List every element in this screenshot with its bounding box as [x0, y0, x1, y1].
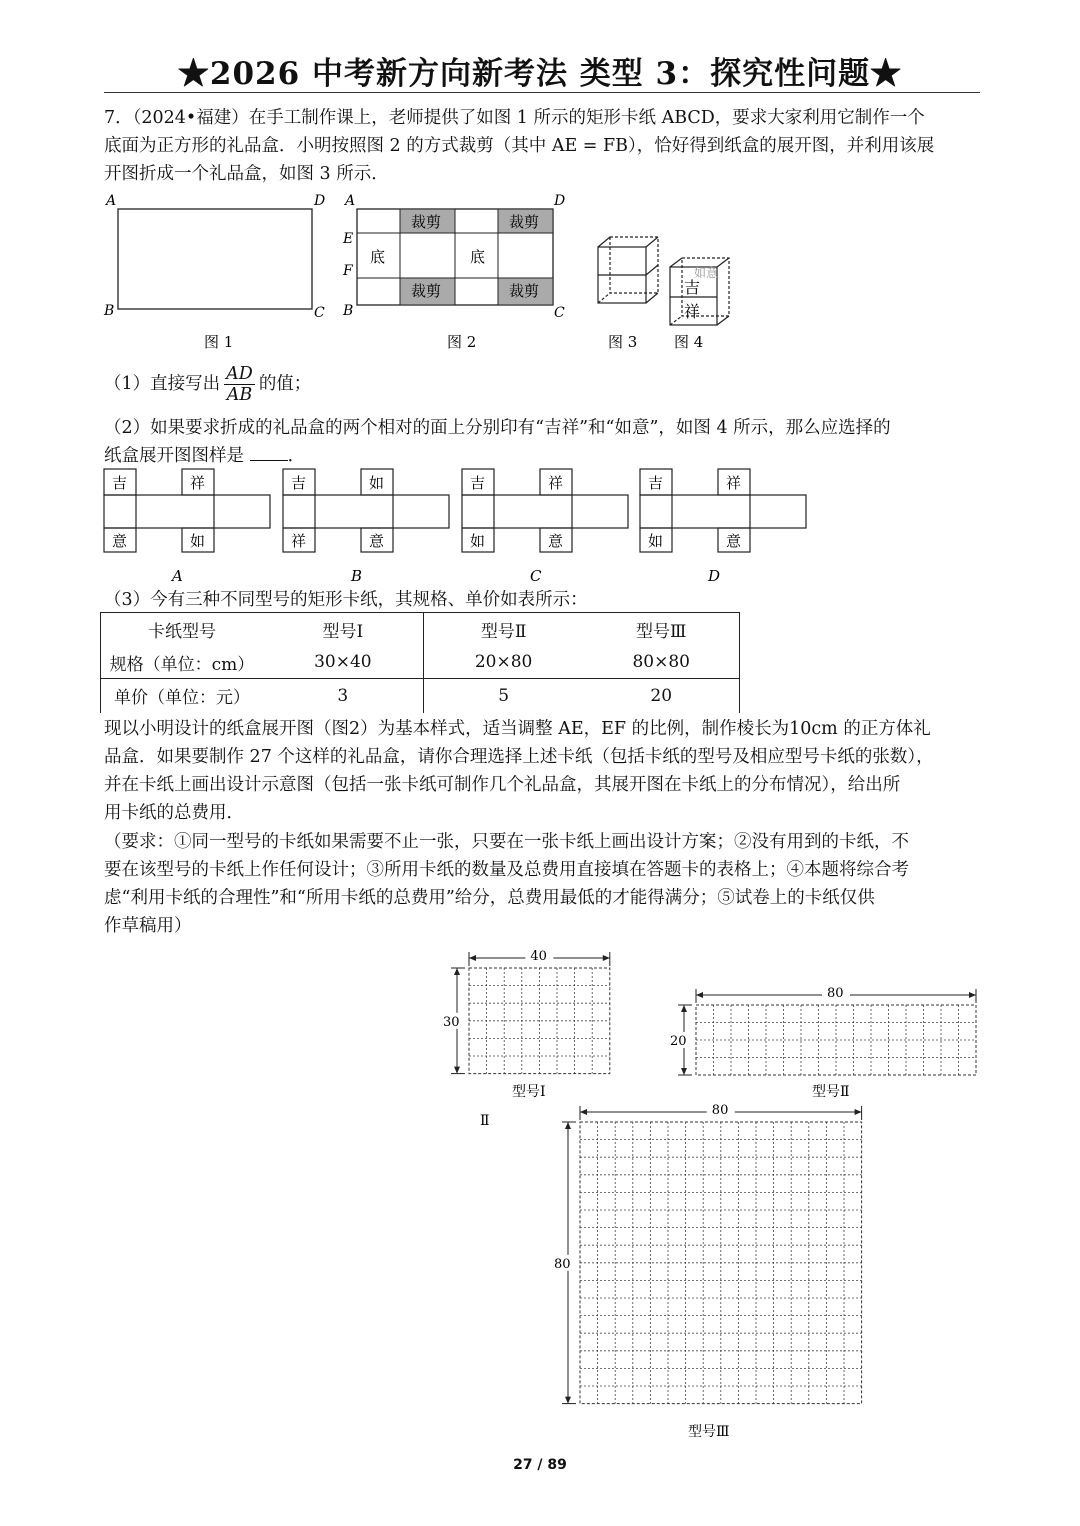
option-a-br-text: 如 — [190, 532, 206, 550]
table-spec-label: 规格（单位：cm） — [101, 647, 263, 679]
q2-line-1: （2）如果要求折成的礼品盒的两个相对的面上分别印有“吉祥”和“如意”，如图 4 所示，那么应选择的 — [104, 418, 891, 438]
fig2-caption: 图 2 — [447, 333, 477, 351]
fig4-xiang-text: 祥 — [684, 302, 701, 321]
req-line-3: 虑“利用卡纸的合理性”和“所用卡纸的总费用”给分，总费用最低的才能得满分；⑤试卷上的卡纸仅供 — [104, 888, 875, 908]
fig1-label-a: A — [106, 193, 117, 209]
table-spec-1: 30×40 — [314, 652, 372, 673]
fig2-cut-2: 裁剪 — [509, 213, 540, 231]
requirements — [104, 828, 982, 940]
q2-line-2-prefix: 纸盒展开图图样是 — [104, 446, 244, 466]
option-c-tr-text: 祥 — [548, 474, 564, 492]
req-line-1: （要求：①同一型号的卡纸如果需要不止一张，只要在一张卡纸上画出设计方案；②没有用到的卡纸，不 — [104, 832, 909, 852]
question-1 — [104, 362, 982, 406]
fig2-cut-3: 裁剪 — [411, 282, 442, 300]
option-net-d[interactable] — [640, 469, 806, 585]
body-line-3: 并在卡纸上画出设计示意图（包括一张卡纸可制作几个礼品盒，其展开图在卡纸上的分布情况），给出所 — [104, 775, 901, 795]
card-grids — [0, 940, 1080, 1450]
figure-1 — [103, 193, 325, 351]
fig4-ji-text: 吉 — [684, 278, 701, 297]
task-description — [104, 715, 982, 827]
q1-suffix: 的值； — [258, 374, 312, 394]
figure-3 — [598, 237, 658, 303]
fig2-bottom-1: 底 — [370, 248, 386, 266]
fig2-label-b: B — [343, 303, 354, 319]
body-line-4: 用卡纸的总费用． — [104, 803, 244, 823]
fig1-label-d: D — [314, 193, 326, 209]
option-net-a[interactable] — [104, 469, 270, 585]
grid-type-3[interactable] — [554, 1102, 862, 1404]
table-row — [101, 679, 740, 713]
option-c-tl-text: 吉 — [470, 474, 486, 492]
problem-line-1: 7．（2024•福建）在手工制作课上，老师提供了如图 1 所示的矩形卡纸 ABCD，要求大家利用它制作一个 — [104, 108, 925, 128]
table-header-type: 卡纸型号 — [101, 613, 263, 647]
question-2 — [104, 414, 982, 470]
q1-denominator: AB — [226, 385, 253, 405]
figures-row — [0, 185, 1080, 360]
problem-line-3: 开图折成一个礼品盒，如图 3 所示． — [104, 164, 389, 184]
fig1-label-c: C — [314, 305, 325, 321]
fig2-bottom-2: 底 — [470, 248, 486, 266]
option-c-bl-text: 如 — [470, 532, 486, 550]
option-b-tr-text: 如 — [369, 474, 385, 492]
grid2-caption: 型号Ⅱ — [812, 1084, 850, 1100]
table-price-3: 20 — [584, 679, 740, 713]
grid-type-2[interactable] — [670, 985, 976, 1075]
fig2-label-d: D — [554, 193, 566, 209]
grid-width-label: 80 — [711, 1103, 729, 1118]
option-b-tl-text: 吉 — [291, 474, 307, 492]
table-spec-3: 80×80 — [584, 647, 740, 679]
fig1-label-b: B — [104, 303, 115, 319]
fig1-caption: 图 1 — [204, 333, 234, 351]
option-net-c[interactable] — [462, 469, 628, 585]
table-price-1: 3 — [263, 679, 423, 713]
option-net-b[interactable] — [283, 469, 449, 585]
q1-prefix: （1）直接写出 — [104, 374, 221, 394]
page-number: 27 / 89 — [513, 1457, 567, 1473]
fig2-label-a: A — [345, 193, 356, 209]
option-b-br-text: 意 — [369, 532, 385, 550]
table-header-2: 型号Ⅱ — [423, 613, 583, 647]
title-rule — [104, 92, 980, 93]
option-letter: D — [708, 567, 721, 585]
spec-table — [100, 612, 740, 713]
option-a-tr-text: 祥 — [190, 474, 206, 492]
fig2-label-c: C — [554, 305, 565, 321]
table-spec-2: 20×80 — [423, 647, 583, 679]
fig2-cut-4: 裁剪 — [509, 282, 540, 300]
page-title: ★2026 中考新方向新考法 类型 3：探究性问题★ — [177, 56, 903, 92]
table-header-1: 型号Ⅰ — [263, 613, 423, 647]
option-d-tl-text: 吉 — [648, 474, 664, 492]
req-line-2: 要在该型号的卡纸上作任何设计；③所用卡纸的数量及总费用直接填在答题卡的表格上；④本题将综合考 — [104, 860, 909, 880]
option-c-br-text: 意 — [548, 532, 564, 550]
fig4-caption: 图 4 — [674, 333, 704, 351]
grid-width-label: 80 — [827, 986, 844, 1001]
table-header-3: 型号Ⅲ — [584, 613, 740, 647]
option-letter: C — [530, 567, 542, 585]
option-a-bl-text: 意 — [112, 532, 128, 550]
table-row — [101, 647, 740, 679]
grid-type-1[interactable] — [443, 948, 610, 1074]
option-d-br-text: 意 — [726, 532, 742, 550]
problem-statement — [104, 104, 982, 188]
grid-height-label: 30 — [443, 1014, 460, 1030]
q1-numerator: AD — [226, 364, 253, 384]
q3-intro: （3）今有三种不同型号的矩形卡纸，其规格、单价如表所示： — [104, 590, 588, 610]
grid-height-label: 80 — [554, 1256, 571, 1272]
grid-height-label: 20 — [670, 1034, 687, 1049]
table-row — [101, 613, 740, 647]
option-a-tl-text: 吉 — [112, 474, 128, 492]
option-letter: B — [351, 567, 363, 585]
stray-mark: Ⅱ — [480, 1113, 490, 1129]
table-price-2: 5 — [423, 679, 583, 713]
figure-2 — [342, 193, 565, 351]
q1-fraction — [224, 364, 255, 405]
fig2-cut-1: 裁剪 — [411, 213, 442, 231]
fig2-label-e: E — [343, 231, 354, 247]
q2-line-2-suffix: ． — [287, 446, 306, 466]
grid3-caption: 型号Ⅲ — [688, 1424, 730, 1440]
option-d-tr-text: 祥 — [726, 474, 742, 492]
problem-line-2: 底面为正方形的礼品盒．小明按照图 2 的方式裁剪（其中 AE = FB），恰好得到纸盒的展开图，并利用该展 — [104, 136, 935, 156]
fig2-label-f: F — [343, 263, 353, 279]
grid1-caption: 型号Ⅰ — [512, 1084, 546, 1100]
fig4-ruyi-text: 如意 — [694, 266, 719, 280]
option-letter: A — [172, 567, 183, 585]
answer-blank[interactable] — [250, 444, 288, 461]
options-row — [0, 466, 1080, 588]
option-b-bl-text: 祥 — [291, 532, 307, 550]
body-line-2: 品盒．如果要制作 27 个这样的礼品盒，请你合理选择上述卡纸（包括卡纸的型号及相应型号卡纸的张数）， — [104, 747, 934, 767]
option-d-bl-text: 如 — [648, 532, 664, 550]
req-line-4: 作草稿用） — [104, 916, 192, 936]
table-price-label: 单价（单位：元） — [101, 679, 263, 713]
grid-width-label: 40 — [530, 949, 547, 964]
fig3-caption: 图 3 — [608, 333, 638, 351]
body-line-1: 现以小明设计的纸盒展开图（图2）为基本样式，适当调整 AE，EF 的比例，制作棱长为10cm 的正方体礼 — [104, 719, 931, 739]
